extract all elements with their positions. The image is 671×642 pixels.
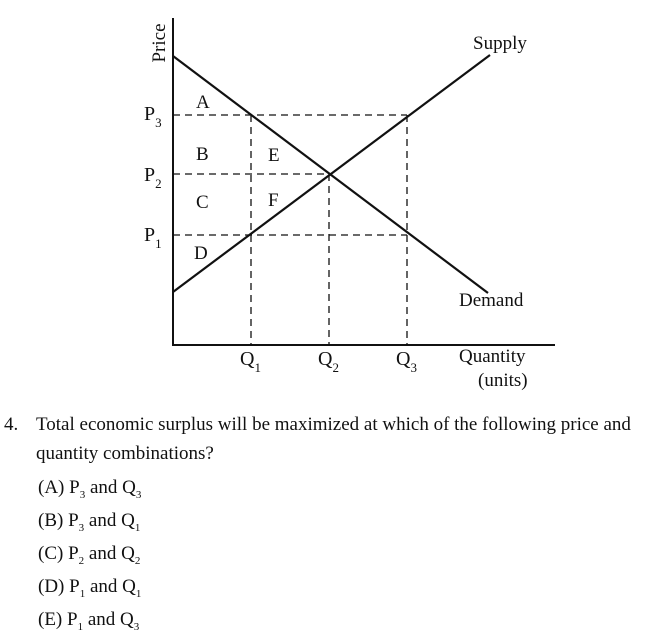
- quantity-label-q1: $Q_1$: [240, 348, 261, 375]
- region-label-f: F: [268, 190, 279, 211]
- choice-letter: (E): [38, 609, 63, 630]
- price-label-p3: $P_3$: [144, 103, 162, 130]
- y-axis-label: Price: [149, 23, 170, 63]
- answer-choices: [38, 477, 141, 642]
- choice-quantity: $Q_1$: [122, 576, 142, 600]
- quantity-label-q2: $Q_2$: [318, 348, 339, 375]
- choice-price: $P_1$: [69, 576, 86, 600]
- region-labels: [194, 92, 280, 264]
- region-label-c: C: [196, 192, 209, 213]
- question-number: 4.: [4, 414, 19, 435]
- choice-and: and: [87, 609, 116, 630]
- region-label-b: B: [196, 144, 209, 165]
- choice-quantity: $Q_2$: [121, 543, 141, 567]
- choice-quantity: $Q_3$: [120, 609, 140, 633]
- question-text: Total economic surplus will be maximized at which of the following price and quantity combinations?: [36, 414, 631, 464]
- region-label-d: D: [194, 243, 208, 264]
- choice-d[interactable]: [38, 576, 141, 609]
- choice-quantity: $Q_1$: [121, 510, 141, 534]
- quantity-label-q3: $Q_3$: [396, 348, 417, 375]
- choice-price: $P_1$: [67, 609, 84, 633]
- choice-e[interactable]: [38, 609, 141, 642]
- choice-and: and: [88, 543, 117, 564]
- region-label-e: E: [268, 145, 280, 166]
- region-label-a: A: [196, 92, 210, 113]
- choice-price: $P_3$: [69, 477, 86, 501]
- choice-price: $P_3$: [68, 510, 85, 534]
- x-axis-label-units: (units): [478, 370, 528, 391]
- choice-quantity: $Q_3$: [122, 477, 142, 501]
- x-axis-label-quantity: Quantity: [459, 346, 526, 367]
- choice-and: and: [89, 477, 118, 498]
- demand-label: Demand: [459, 290, 524, 311]
- choice-c[interactable]: [38, 543, 141, 576]
- choice-letter: (D): [38, 576, 65, 597]
- choice-a[interactable]: [38, 477, 141, 510]
- choice-letter: (C): [38, 543, 64, 564]
- price-labels: [144, 103, 162, 251]
- choice-and: and: [89, 576, 118, 597]
- choice-letter: (A): [38, 477, 65, 498]
- choice-letter: (B): [38, 510, 64, 531]
- choice-and: and: [88, 510, 117, 531]
- choice-price: $P_2$: [68, 543, 85, 567]
- price-label-p1: $P_1$: [144, 224, 162, 251]
- choice-b[interactable]: [38, 510, 141, 543]
- quantity-labels: [240, 348, 417, 375]
- supply-label: Supply: [473, 33, 527, 54]
- price-label-p2: $P_2$: [144, 164, 162, 191]
